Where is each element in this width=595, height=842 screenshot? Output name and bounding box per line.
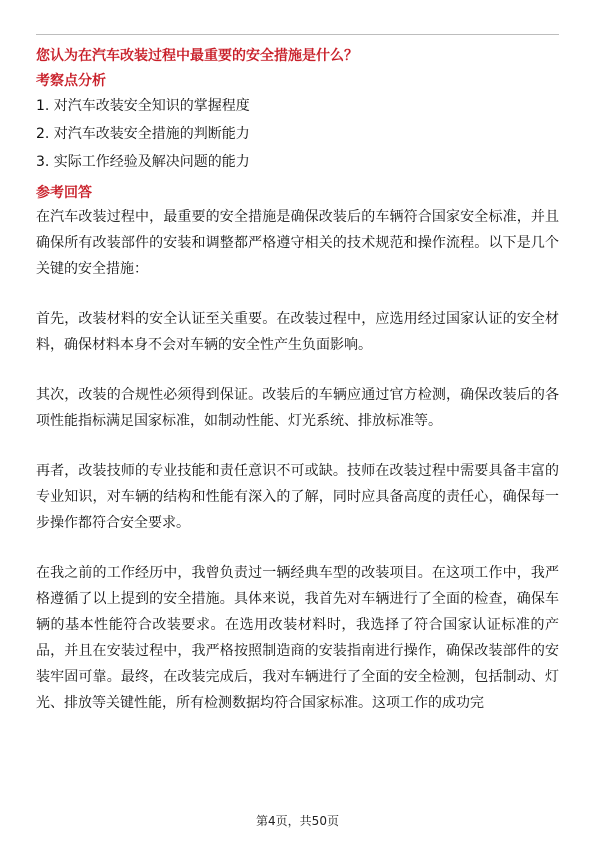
answer-title: 参考回答 <box>36 185 92 201</box>
question-heading: 您认为在汽车改装过程中最重要的安全措施是什么？ <box>36 48 358 64</box>
page-content <box>36 44 559 716</box>
analysis-title: 考察点分析 <box>36 73 106 89</box>
analysis-point: 2. 对汽车改装安全措施的判断能力 <box>36 126 250 142</box>
answer-paragraph: 在汽车改装过程中，最重要的安全措施是确保改装后的车辆符合国家安全标准，并且确保所有改装部件的安装和调整都严格遵守相关的技术规范和操作流程。以下是几个关键的安全措施： <box>36 209 559 277</box>
page-number: 第4页，共50页 <box>256 814 339 828</box>
answer-paragraph: 在我之前的工作经历中，我曾负责过一辆经典车型的改装项目。在这项工作中，我严格遵循了以上提到的安全措施。具体来说，我首先对车辆进行了全面的检查，确保车辆的基本性能符合改装要求。在选用改装材料时，我选择了符合国家认证标准的产品，并且在安装过程中，我严格按照制造商的安装指南进行操作，确保改装部件的安装牢固可靠。最终，在改装完成后，我对车辆进行了全面的安全检测，包括制动、灯光、排放等关键性能，所有检测数据均符合国家标准。这项工作的成功完 <box>36 565 559 711</box>
header-rule <box>36 34 559 35</box>
answer-paragraph: 再者，改装技师的专业技能和责任意识不可或缺。技师在改装过程中需要具备丰富的专业知识，对车辆的结构和性能有深入的了解，同时应具备高度的责任心，确保每一步操作都符合安全要求。 <box>36 463 559 531</box>
answer-paragraph: 其次，改装的合规性必须得到保证。改装后的车辆应通过官方检测，确保改装后的各项性能指标满足国家标准，如制动性能、灯光系统、排放标准等。 <box>36 387 559 429</box>
analysis-point: 1. 对汽车改装安全知识的掌握程度 <box>36 98 250 114</box>
analysis-point: 3. 实际工作经验及解决问题的能力 <box>36 154 250 170</box>
answer-paragraph: 首先，改装材料的安全认证至关重要。在改装过程中，应选用经过国家认证的安全材料，确保材料本身不会对车辆的安全性产生负面影响。 <box>36 311 559 353</box>
